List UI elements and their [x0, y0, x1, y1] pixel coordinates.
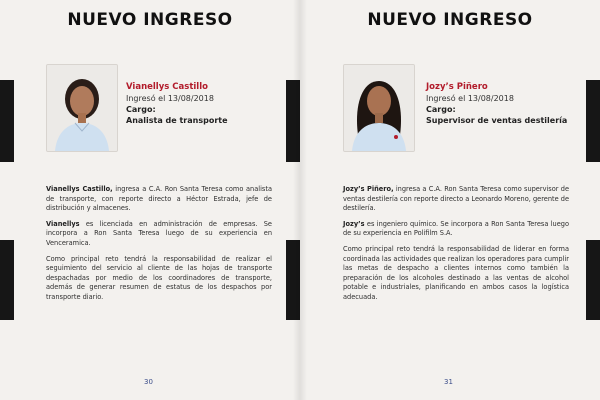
page-number: 30	[144, 378, 153, 386]
join-date: Ingresó el 13/08/2018	[126, 94, 214, 103]
paragraph-lead: Jozy’s	[343, 219, 365, 228]
right-page	[300, 0, 600, 400]
portrait-image	[344, 65, 414, 151]
gutter-shadow	[293, 0, 307, 400]
paragraph	[46, 255, 272, 303]
paragraph	[343, 245, 569, 303]
position-value: Supervisor de ventas destilería	[426, 116, 568, 125]
paragraph-text: es ingeniero químico. Se incorpora a Ron Santa Teresa luego de su experiencia en Polifilm S.A.	[343, 219, 569, 238]
paragraph	[46, 185, 272, 214]
paragraph-text: ingresa a C.A. Ron Santa Teresa como analista de transporte, con reporte directo a Héctor Estrada, jefe de distribución y almacenes.	[46, 185, 272, 213]
edge-tab	[0, 240, 14, 320]
article-body	[343, 185, 569, 309]
paragraph-text: Como principal reto tendrá la responsabilidad de liderar en forma coordinada las actividades que realizan los operadores para cumplir las metas de despacho a clientes internos como también la preparación de los alcoholes destinado a las ventas de alcohol potable e industriales, planificando en ambos casos la logística adecuada.	[343, 244, 569, 301]
page-number: 31	[444, 378, 453, 386]
page-heading: NUEVO INGRESO	[67, 10, 233, 30]
paragraph-lead: Jozy’s Piñero,	[343, 185, 394, 193]
employee-info	[426, 82, 567, 126]
paragraph-lead: Vianellys Castillo,	[46, 185, 113, 193]
paragraph-lead: Vianellys	[46, 219, 80, 228]
join-date: Ingresó el 13/08/2018	[426, 94, 514, 103]
employee-info	[126, 82, 228, 126]
paragraph-text: ingresa a C.A. Ron Santa Teresa como supervisor de ventas destilería con reporte directo a Leonardo Moreno, gerente de destilería.	[343, 185, 570, 213]
position-label: Cargo:	[426, 105, 456, 114]
employee-photo	[343, 64, 415, 152]
employee-name: Vianellys Castillo	[126, 82, 208, 92]
position-value: Analista de transporte	[126, 116, 228, 125]
paragraph	[343, 185, 569, 214]
edge-tab	[586, 80, 600, 162]
paragraph	[46, 220, 272, 249]
portrait-image	[47, 65, 117, 151]
paragraph	[343, 220, 569, 239]
employee-name: Jozy’s Piñero	[426, 82, 488, 92]
position-label: Cargo:	[126, 105, 156, 114]
article-body	[46, 185, 272, 309]
page-heading: NUEVO INGRESO	[367, 10, 533, 30]
paragraph-text: es licenciada en administración de empresas. Se incorpora a Ron Santa Teresa luego de su experiencia en Venceramica.	[46, 219, 272, 247]
edge-tab	[0, 80, 14, 162]
edge-tab	[586, 240, 600, 320]
paragraph-text: Como principal reto tendrá la responsabilidad de realizar el seguimiento del servicio al cliente de las hojas de transporte despachadas por medio de los coordinadores de transporte, además de generar resumen de estatus de los despachos por transporte diario.	[46, 254, 272, 301]
employee-photo	[46, 64, 118, 152]
